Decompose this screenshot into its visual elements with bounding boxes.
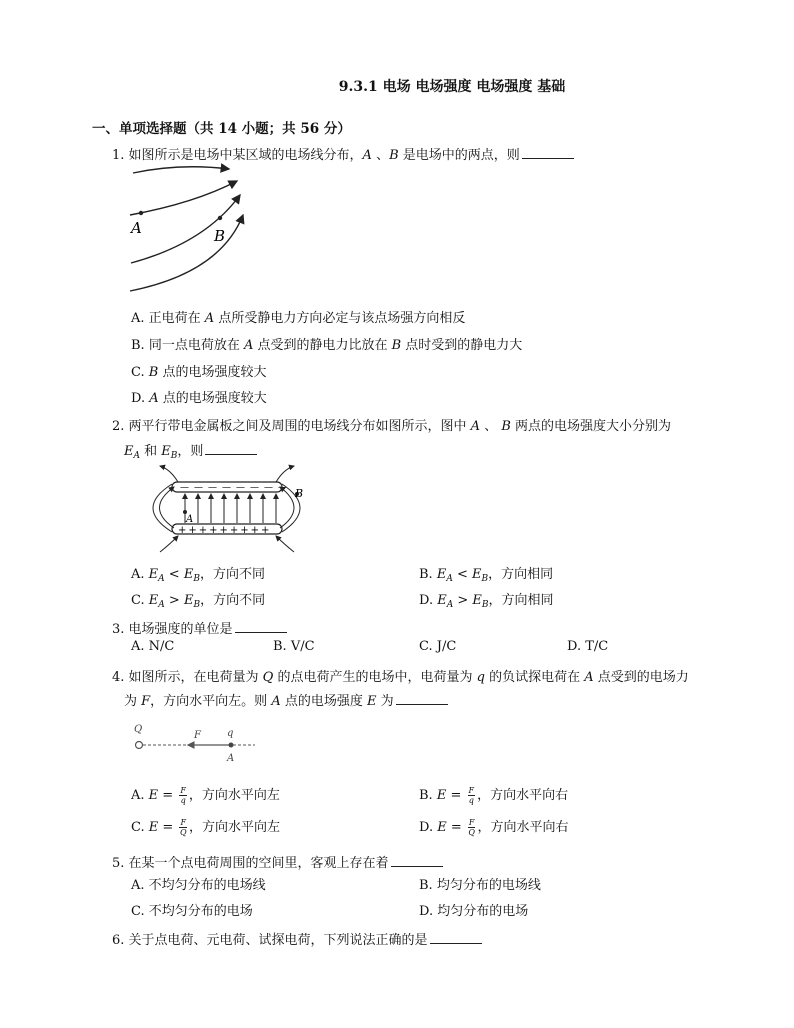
q2-option-d[interactable]: D. $E_A > E_B$，方向相同 <box>419 593 554 610</box>
label-b: B <box>214 227 226 245</box>
label-q-test: q <box>227 728 234 739</box>
point-b <box>218 216 222 220</box>
section-heading: 一、单项选择题（共 14 小题；共 56 分） <box>92 121 351 137</box>
label-a: A <box>131 219 142 237</box>
q3-option-c[interactable]: C. J/C <box>419 639 457 654</box>
question-5-stem: 5. 在某一个点电荷周围的空间里，客观上存在着 <box>112 852 443 871</box>
answer-blank[interactable] <box>235 620 287 633</box>
answer-blank[interactable] <box>391 854 443 867</box>
q2-parallel-plates-figure <box>140 464 315 556</box>
question-6-stem: 6. 关于点电荷、元电荷、试探电荷，下列说法正确的是 <box>112 929 482 948</box>
answer-blank[interactable] <box>430 931 482 944</box>
source-charge <box>136 742 143 749</box>
question-4-stem: 4. 如图所示，在电荷量为 Q 的点电荷产生的电场中，电荷量为 q 的负试探电荷在 A 点受到的电场力 <box>112 670 689 685</box>
q3-option-d[interactable]: D. T/C <box>567 639 609 654</box>
q4-point-charge-figure <box>130 722 265 767</box>
q4-option-c[interactable]: C. E = $\frac{F}{Q}$ ，方向水平向左 <box>131 818 281 837</box>
q2-option-b[interactable]: B. $E_A < E_B$，方向相同 <box>419 567 554 584</box>
label-f: F <box>194 730 201 741</box>
question-4-stem-line2: 为 F，方向水平向左。则 A 点的电场强度 E 为 <box>124 690 448 709</box>
q5-option-a[interactable]: A. 不均匀分布的电场线 <box>131 878 266 893</box>
q5-option-d[interactable]: D. 均匀分布的电场 <box>419 904 529 919</box>
q4-option-d[interactable]: D. E = $\frac{F}{Q}$ ，方向水平向右 <box>419 818 569 837</box>
q5-option-b[interactable]: B. 均匀分布的电场线 <box>419 878 541 893</box>
label-b: B <box>295 487 304 500</box>
answer-blank[interactable] <box>522 146 574 159</box>
q5-option-c[interactable]: C. 不均匀分布的电场 <box>131 904 253 919</box>
q2-option-c[interactable]: C. $E_A > E_B$，方向不同 <box>131 593 266 610</box>
q1-option-a[interactable]: A. 正电荷在 A 点所受静电力方向必定与该点场强方向相反 <box>131 311 466 326</box>
page-title: 9.3.1 电场 电场强度 电场强度 基础 <box>338 79 566 95</box>
svg-text:+++++++++: +++++++++ <box>178 525 272 536</box>
answer-blank[interactable] <box>396 692 448 705</box>
q1-field-lines-figure <box>125 163 255 298</box>
q1-option-c[interactable]: C. B 点的电场强度较大 <box>131 365 267 380</box>
q2-option-a[interactable]: A. $E_A < E_B$，方向不同 <box>131 567 265 584</box>
question-1-stem: 1. 如图所示是电场中某区域的电场线分布，A 、B 是电场中的两点，则 <box>112 144 574 163</box>
question-2-stem-line2: $E_A$ 和 $E_B$，则 <box>124 440 257 461</box>
q3-option-b[interactable]: B. V/C <box>273 639 315 654</box>
q4-option-b[interactable]: B. E = $\frac{F}{q}$ ，方向水平向右 <box>419 786 569 805</box>
answer-blank[interactable] <box>205 442 257 455</box>
q1-option-b[interactable]: B. 同一点电荷放在 A 点受到的静电力比放在 B 点时受到的静电力大 <box>131 338 523 353</box>
label-q-source: Q <box>134 724 143 735</box>
question-2-stem: 2. 两平行带电金属板之间及周围的电场线分布如图所示，图中 A 、 B 两点的电场强度大小分别为 <box>112 419 672 434</box>
label-a: A <box>227 753 235 764</box>
q1-option-d[interactable]: D. A 点的电场强度较大 <box>131 391 267 406</box>
test-charge <box>229 743 234 748</box>
question-3-stem: 3. 电场强度的单位是 <box>112 618 287 637</box>
q3-option-a[interactable]: A. N/C <box>131 639 175 654</box>
q4-option-a[interactable]: A. E = $\frac{F}{q}$ ，方向水平向左 <box>131 786 280 805</box>
label-a: A <box>186 514 194 525</box>
svg-text:————————: ———————— <box>180 483 292 493</box>
point-a <box>139 211 143 215</box>
